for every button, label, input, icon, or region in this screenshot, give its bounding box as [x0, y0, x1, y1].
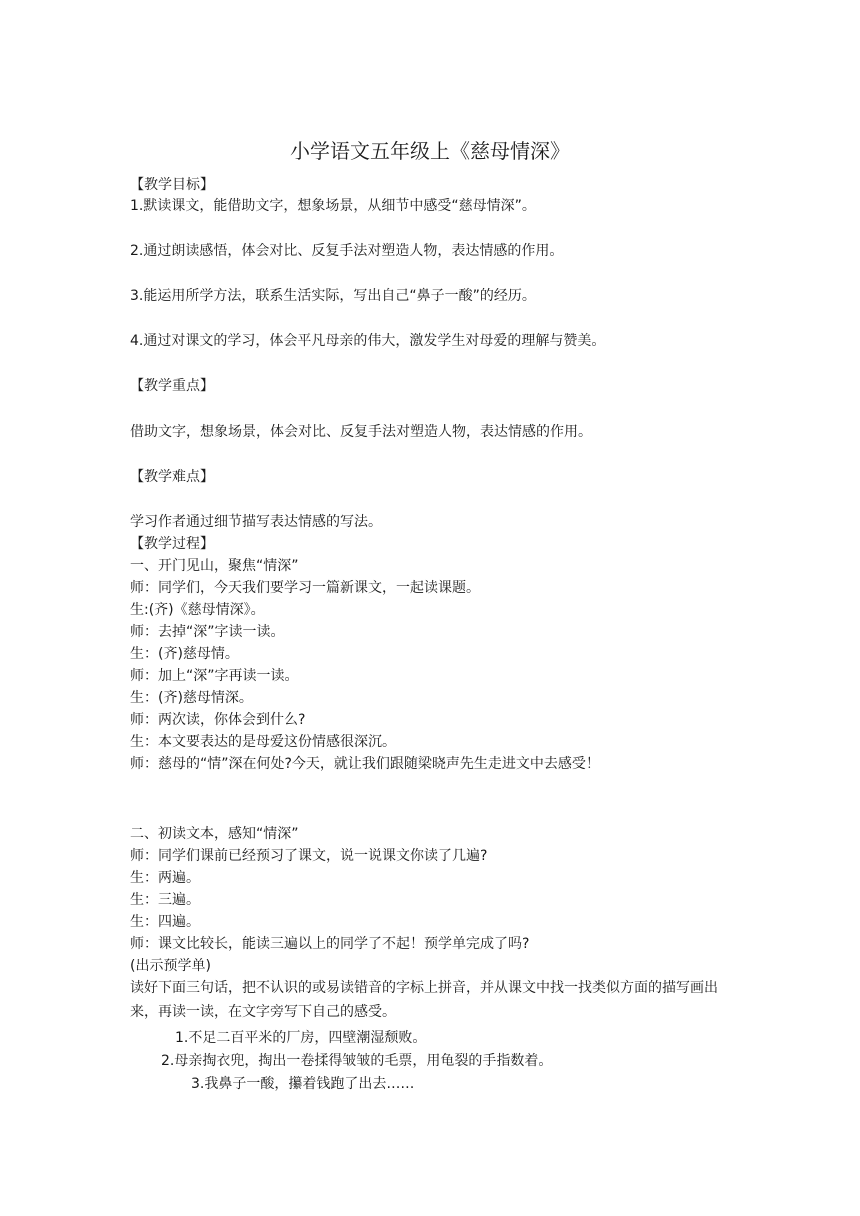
difficulty-text: 学习作者通过细节描写表达情感的写法。 — [130, 514, 382, 530]
dialogue-line: 生：(齐)慈母情。 — [130, 646, 239, 662]
objective-item: 4.通过对课文的学习，体会平凡母亲的伟大，激发学生对母爱的理解与赞美。 — [130, 333, 606, 349]
objective-item: 3.能运用所学方法，联系生活实际，写出自己“鼻子一酸”的经历。 — [130, 288, 536, 304]
sentence-item: 2.母亲掏衣兜，掏出一卷揉得皱皱的毛票，用龟裂的手指数着。 — [161, 1053, 553, 1069]
document-body — [130, 175, 740, 1092]
dialogue-line: 生：三遍。 — [130, 892, 200, 908]
dialogue-line: 生：本文要表达的是母爱这份情感很深沉。 — [130, 734, 396, 750]
dialogue-line: 师：加上“深”字再读一读。 — [130, 668, 299, 684]
objectives-heading: 【教学目标】 — [130, 177, 214, 193]
section-heading: 一、开门见山，聚焦“情深” — [130, 558, 299, 574]
dialogue-line: 师：同学们，今天我们要学习一篇新课文，一起读课题。 — [130, 580, 480, 596]
sentence-item: 1.不足二百平米的厂房，四壁潮湿颓败。 — [175, 1030, 427, 1046]
instruction-text: 读好下面三句话，把不认识的或易读错音的字标上拼音，并从课文中找一找类似方面的描写画出来，再读一读，在文字旁写下自己的感受。 — [130, 980, 718, 1020]
objective-item: 2.通过朗读感悟，体会对比、反复手法对塑造人物，表达情感的作用。 — [130, 243, 564, 259]
section-heading: 二、初读文本，感知“情深” — [130, 826, 299, 842]
dialogue-line: 生：两遍。 — [130, 870, 200, 886]
dialogue-line: 师：同学们课前已经预习了课文，说一说课文你读了几遍? — [130, 848, 488, 864]
dialogue-line: 师：两次读，你体会到什么? — [130, 712, 306, 728]
key-text: 借助文字，想象场景，体会对比、反复手法对塑造人物，表达情感的作用。 — [130, 424, 592, 440]
dialogue-line: 师：去掉“深”字读一读。 — [130, 624, 285, 640]
difficulty-heading: 【教学难点】 — [130, 469, 214, 485]
dialogue-line: (出示预学单) — [130, 958, 211, 974]
dialogue-line: 生：(齐)慈母情深。 — [130, 690, 253, 706]
dialogue-line: 生：四遍。 — [130, 914, 200, 930]
document-title: 小学语文五年级上《慈母情深》 — [290, 139, 570, 163]
dialogue-line: 生:(齐)《慈母情深》。 — [130, 602, 265, 618]
process-heading: 【教学过程】 — [130, 536, 214, 552]
sentence-item: 3.我鼻子一酸，攥着钱跑了出去…… — [191, 1076, 415, 1092]
dialogue-line: 师：课文比较长，能读三遍以上的同学了不起！预学单完成了吗? — [130, 936, 530, 952]
key-heading: 【教学重点】 — [130, 378, 214, 394]
objective-item: 1.默读课文，能借助文字，想象场景，从细节中感受“慈母情深”。 — [130, 198, 536, 214]
dialogue-line: 师：慈母的“情”深在何处?今天，就让我们跟随梁晓声先生走进文中去感受！ — [130, 756, 600, 772]
